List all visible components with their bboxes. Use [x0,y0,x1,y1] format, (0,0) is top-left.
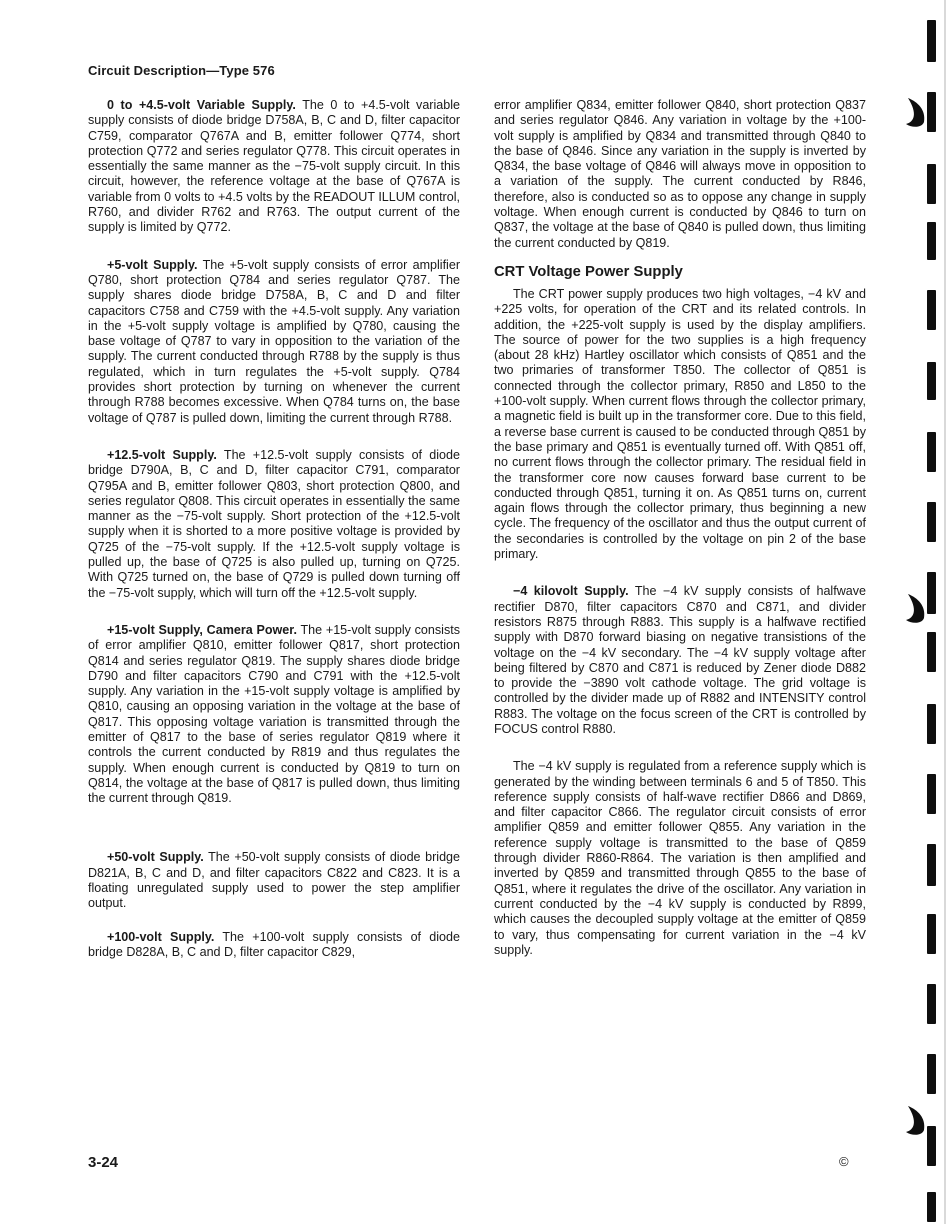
binder-bar [927,290,936,330]
page-edge [944,0,946,1224]
paragraph-text: The +100-volt supply consists of diode bridge D828A, B, C and D, filter capacitor C829, [88,929,460,959]
punch-hole-icon [902,592,928,626]
paragraph-100v-supply [88,930,460,961]
paragraph-4kv-supply [494,584,866,737]
paragraph-lead: −4 kilovolt Supply. [513,584,629,599]
binder-bar [927,432,936,472]
punch-hole-icon [902,96,928,130]
paragraph-lead: +50-volt Supply. [107,850,204,865]
paragraph-100v-continuation: error amplifier Q834, emitter follower Q840, short protection Q837 and series regulator Q846. Any variation in voltage by the +100-volt supply is amplified by Q834 and transmitted through Q840 to the base of Q846. Since any variation in the supply is inverted by Q834, the base voltage of Q846 will always move in opposition to a variation of the supply. The current conducted by R846, therefore, also is conducted so as to oppose any change in supply voltage. When enough current is conducted by Q846 to turn on Q837, the voltage at the base of Q840 is pulled down, thus limiting the current conducted by Q819. [494,98,866,250]
paragraph-5v-supply [88,258,460,426]
binder-bar [927,774,936,814]
binder-bar [927,20,936,62]
section-heading: CRT Voltage Power Supply [494,263,683,280]
binder-bar [927,164,936,204]
paragraph-lead: +12.5-volt Supply. [107,447,217,462]
binder-bar [927,632,936,672]
binder-bar [927,1192,936,1222]
copyright-mark: © [839,1154,849,1169]
paragraph-text: The +50-volt supply consists of diode bridge D821A, B, C and D, and filter capacitors C822 and C823. It is a floating unregulated supply used to power the step amplifier output. [88,850,460,911]
binder-bar [927,222,936,260]
binder-bar [927,704,936,744]
paragraph-15v-supply [88,623,460,807]
paragraph-text: The +12.5-volt supply consists of diode bridge D790A, B, C and D, filter capacitor C791, comparator Q795A and B, emitter follower Q803, short protection Q800, and series regulator Q808. This circuit operates in essentially the same manner as the −75-volt supply. Short protection of the +12.5-volt supply when it is shorted to a more positive voltage is provided by Q725 of the −75-volt supply. If the +12.5-volt supply voltage is pulled up, the base of Q725 is also pulled up, turning on Q725. With Q725 turned on, the base of Q729 is pulled down turning off the −75-volt supply, which will turn off the +12.5-volt supply. [88,447,460,600]
paragraph-crt-intro: The CRT power supply produces two high voltages, −4 kV and +225 volts, for operation of the CRT and its related controls. In addition, the +225-volt supply is used by the display amplifiers. The source of power for the two supplies is a high frequency (about 28 kHz) Hartley oscillator which consists of Q851 and the two primaries of transformer T850. The collector of Q851 is connected through the collector primary, R850 and L850 to the +100-volt supply. When current flows through the collector primary, a magnetic field is built up in the transformer core. Due to this field, a reverse base current is caused to be conducted through Q851 by the base primary and Q851 is eventually turned off. With Q851 off, no current flows through the collector primary. The residual field in the transformer core now causes forward base current to be conducted through Q851, turning it on. As Q851 turns on, current again flows through the collector primary, thus beginning a new cycle. The frequency of the oscillator and thus the output current of the secondaries is controlled by the voltage on pin 2 of the base primary. [494,286,866,562]
binder-bar [927,572,936,614]
paragraph-text: The 0 to +4.5-volt variable supply consists of diode bridge D758A, B, C and D, filter capacitor C759, comparator Q767A and B, emitter follower Q774, short protection Q772 and series regulator Q778. This circuit operates in essentially the same manner as the −75-volt supply circuit. In this circuit, however, the reference voltage at the base of Q767A is variable from 0 volts to +4.5 volts by the READOUT ILLUM control, R760, and divider R762 and R763. The output current of the supply is limited by Q772. [88,98,460,235]
paragraph-12v-supply [88,448,460,601]
paragraph-lead: +15-volt Supply, Camera Power. [107,622,297,637]
paragraph-lead: 0 to +4.5-volt Variable Supply. [107,98,296,112]
binder-bar [927,92,936,132]
binder-bar [927,1054,936,1094]
binder-bar [927,844,936,886]
right-column [494,98,866,980]
binder-bar [927,362,936,400]
paragraph-text: The −4 kV supply consists of halfwave rectifier D870, filter capacitors C870 and C871, and divider resistors R875 through R883. This supply is a halfwave rectified supply with D870 forward biasing on negative transistions of the voltage on the −4 kV secondary. The −4 kV supply voltage after being filtered by C870 and C871 is reduced by Zener diode D882 to provide the −3890 volt cathode voltage. The grid voltage is controlled by the divider made up of R882 and INTENSITY control R883. The voltage on the focus screen of the CRT is controlled by FOCUS control R880. [494,584,866,736]
paragraph-variable-supply [88,98,460,236]
left-column [88,98,460,982]
binder-bar [927,914,936,954]
punch-hole-icon [902,1104,928,1138]
binder-bar [927,984,936,1024]
paragraph-lead: +100-volt Supply. [107,929,215,944]
page-header: Circuit Description—Type 576 [88,63,275,78]
paragraph-text: The +15-volt supply consists of error amplifier Q810, emitter follower Q817, short protection Q814 and series regulator Q819. The supply shares diode bridge D790 and filter capacitors C790 and C791 with the +12.5-volt supply. Any variation in the +15-volt supply voltage is amplified by Q810, causing an opposing variation in the voltage at the base of Q817. This opposing voltage variation is transmitted through the emitter of Q817 to the base of series regulator Q819 where it controls the current conducted by R819 and thus regulates the supply. When enough current is conducted by Q819 to turn on Q814, the voltage at the base of Q817 is pulled down, thus limiting the current through Q819. [88,622,460,806]
page-number: 3-24 [88,1154,119,1171]
binder-bar [927,502,936,542]
paragraph-lead: +5-volt Supply. [107,257,198,272]
binder-bar [927,1126,936,1166]
paragraph-regulation: The −4 kV supply is regulated from a reference supply which is generated by the winding between terminals 6 and 5 of T850. This reference supply consists of half-wave rectifier D866 and D869, and filter capacitor C866. The regulator circuit consists of error amplifier Q859 and emitter follower Q855. Any variation in the reference supply voltage is transmitted to the base of Q859 through divider R860-R864. The variation is then amplified and inverted by Q859 and transmitted through Q855 to the base of Q851, where it regulates the drive of the oscillator. Any variation in current conducted by the −4 kV supply is conducted by R899, which causes the decoupled supply voltage at the emitter of Q859 to vary, thus compensating for current variation in the −4 kV supply. [494,759,866,957]
paragraph-50v-supply [88,850,460,911]
paragraph-text: The +5-volt supply consists of error amplifier Q780, short protection Q784 and series regulator Q787. The supply shares diode bridge D758A, B, C and D and filter capacitors C758 and C759 with the +4.5-volt supply. Any variation in the +5-volt supply voltage is amplified by Q780, causing the base voltage of Q787 to vary in opposition to the variation of the supply. The current conducted through R788 by the supply is thus regulated, which in turn regulates the +5-volt supply. Q784 provides short protection by turning on whenever the current through R788 becomes excessive. When Q784 turns on, the base voltage of Q787 is pulled down, limiting the current through R788. [88,257,461,425]
